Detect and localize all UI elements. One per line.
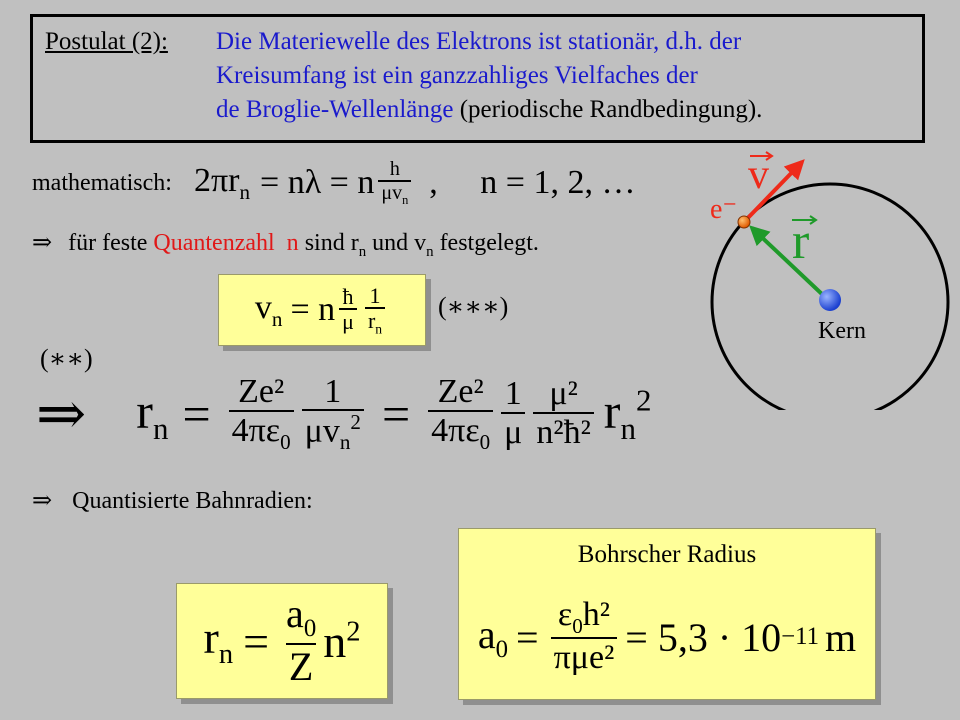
quantum-number-term: Quantenzahl n	[153, 230, 299, 256]
rn-fraction-1	[229, 374, 294, 454]
implication-pre: für feste	[68, 230, 148, 256]
vn-lhs	[255, 289, 283, 332]
radius-label: r	[792, 213, 810, 270]
atom-diagram	[700, 140, 956, 410]
debroglie-mid: = nλ = n	[260, 164, 375, 201]
rn-f1-den	[229, 410, 294, 454]
quantized-radii-text: Quantisierte Bahnradien:	[72, 488, 313, 514]
rn-eq-1: =	[182, 386, 211, 442]
implication-mid: sind r	[304, 230, 359, 256]
rn-f2-den-sub: n	[339, 430, 351, 455]
bohr-value: = 5,3 · 10	[625, 614, 782, 660]
rn-result-box	[176, 583, 388, 699]
implication-sub-1: n	[358, 243, 367, 260]
quantized-radii-line	[32, 486, 313, 515]
rn-fraction-3	[428, 374, 493, 454]
rn-result-eq: =	[243, 615, 270, 667]
vn-lhs-text: v	[254, 288, 272, 326]
radius-arrow	[752, 228, 824, 296]
vn-fraction-1	[339, 285, 357, 334]
rn-tail-sup: 2	[635, 381, 652, 417]
bohr-eq: =	[516, 614, 539, 660]
vn-lhs-sub: n	[271, 306, 283, 331]
bohr-lhs-sub: 0	[495, 635, 509, 663]
vn-fraction-2	[365, 284, 385, 336]
rn-result-num-text: a	[286, 591, 304, 637]
rn-fraction-2	[302, 374, 364, 455]
bohr-radius-box	[458, 528, 876, 700]
circumference-term	[194, 162, 250, 205]
postulate-line-2: Kreisumfang ist ein ganzzahliges Vielfaches der	[216, 62, 698, 89]
rn-lhs-sub: n	[152, 410, 169, 446]
rn-result-num-sub: 0	[303, 615, 317, 643]
bohr-fraction	[551, 597, 618, 676]
bohr-num-sub: 0	[572, 614, 583, 639]
rn-f1-den-text: 4πε	[231, 411, 281, 449]
circumference-lhs-sub: n	[239, 179, 251, 204]
rn-result-tail	[323, 615, 360, 668]
rn-f3-den-sub: 0	[479, 429, 491, 454]
rn-f5-num: μ²	[549, 375, 578, 413]
bohr-lhs	[478, 611, 508, 664]
rn-result-lhs	[204, 611, 234, 671]
rn-result-lhs-text: r	[203, 611, 219, 663]
rn-derivation	[36, 364, 651, 464]
vn-f2-den-text: r	[367, 307, 376, 333]
rn-f3-num: Ze²	[437, 373, 484, 411]
rn-fraction-4	[501, 376, 525, 451]
implication-fixed-quantum-number	[32, 228, 539, 261]
rn-derivation-tail	[604, 382, 652, 447]
rn-tail-sub: n	[620, 410, 636, 446]
rn-f4-den: μ	[501, 412, 525, 451]
bohr-exponent: −11	[781, 623, 820, 650]
postulate-line-1: Die Materiewelle des Elektrons ist stationär, d.h. der	[216, 28, 742, 55]
implication-sub-2: n	[426, 243, 434, 260]
bohr-unit: m	[825, 614, 857, 660]
debroglie-fraction	[378, 159, 411, 208]
nucleus-label: Kern	[818, 318, 866, 344]
bohr-num	[555, 597, 613, 637]
rn-result-tail-sup: 2	[346, 616, 361, 648]
rn-f2-den-sup: 2	[350, 410, 361, 435]
debroglie-den-text: μv	[381, 181, 403, 204]
rn-derivation-tag: (∗∗)	[40, 344, 93, 373]
vn-equation-tag: (∗∗∗)	[438, 292, 509, 321]
postulate-line-3-black: (periodische Randbedingung).	[459, 96, 763, 123]
electron-label: e⁻	[710, 194, 738, 225]
rn-f3-den	[428, 410, 493, 454]
nucleus	[819, 289, 841, 311]
implies-arrow-2: ⇒	[36, 381, 87, 447]
rn-lhs-text: r	[136, 382, 153, 439]
rn-f1-den-sub: 0	[280, 429, 291, 454]
postulate-line-3-blue: de Broglie-Wellenlänge	[216, 96, 454, 123]
rn-result-tail-text: n	[323, 615, 347, 667]
bohr-num-rest: h²	[582, 596, 610, 634]
velocity-label: v	[748, 152, 769, 198]
vn-f1-num: ħ	[342, 284, 354, 310]
bohr-radius-formula	[459, 587, 875, 687]
postulate-box	[30, 14, 925, 143]
vn-f2-den-sub: n	[375, 321, 383, 337]
rn-f1-num: Ze²	[238, 373, 285, 411]
rn-f2-den-text: μv	[304, 412, 340, 450]
mathematisch-line	[32, 158, 635, 208]
rn-fraction-5	[533, 376, 593, 451]
rn-result-num	[283, 593, 319, 642]
implies-arrow-3: ⇒	[32, 488, 53, 514]
vn-eq: = n	[290, 291, 336, 328]
rn-f3-den-text: 4πε	[431, 411, 480, 449]
implication-and: und v	[372, 230, 427, 256]
vn-formula-box	[218, 274, 426, 346]
rn-result-fraction	[283, 593, 319, 688]
mathematisch-label: mathematisch:	[32, 169, 172, 196]
electron	[738, 216, 750, 228]
rn-result-lhs-sub: n	[218, 639, 234, 671]
rn-result-den: Z	[286, 643, 316, 689]
bohr-num-eps: ε	[557, 596, 573, 634]
bohr-radius-title: Bohrscher Radius	[577, 541, 757, 568]
postulate-label: Postulat (2):	[45, 28, 168, 55]
bohr-lhs-text: a	[477, 611, 496, 657]
debroglie-den	[378, 180, 411, 208]
debroglie-den-sub: n	[402, 192, 409, 207]
vn-f2-den	[365, 307, 385, 336]
rn-f5-den: n²ħ²	[533, 412, 593, 451]
rn-f2-den	[302, 409, 364, 454]
rn-eq-2: =	[381, 386, 411, 442]
circumference-lhs: 2πr	[193, 161, 240, 199]
rn-tail-text: r	[603, 382, 621, 439]
quantum-number-range: , n = 1, 2, …	[429, 164, 636, 201]
rn-derivation-lhs	[136, 382, 168, 447]
bohr-den: πμe²	[551, 637, 618, 676]
debroglie-num: h	[389, 157, 400, 180]
implies-arrow-1: ⇒	[32, 230, 53, 256]
postulate-line-3	[216, 93, 762, 127]
rn-f4-num: 1	[504, 375, 522, 413]
vn-f2-num: 1	[369, 282, 381, 308]
vn-f1-den: μ	[339, 308, 357, 334]
rn-f2-num: 1	[324, 372, 342, 410]
implication-post: festgelegt.	[439, 230, 539, 256]
